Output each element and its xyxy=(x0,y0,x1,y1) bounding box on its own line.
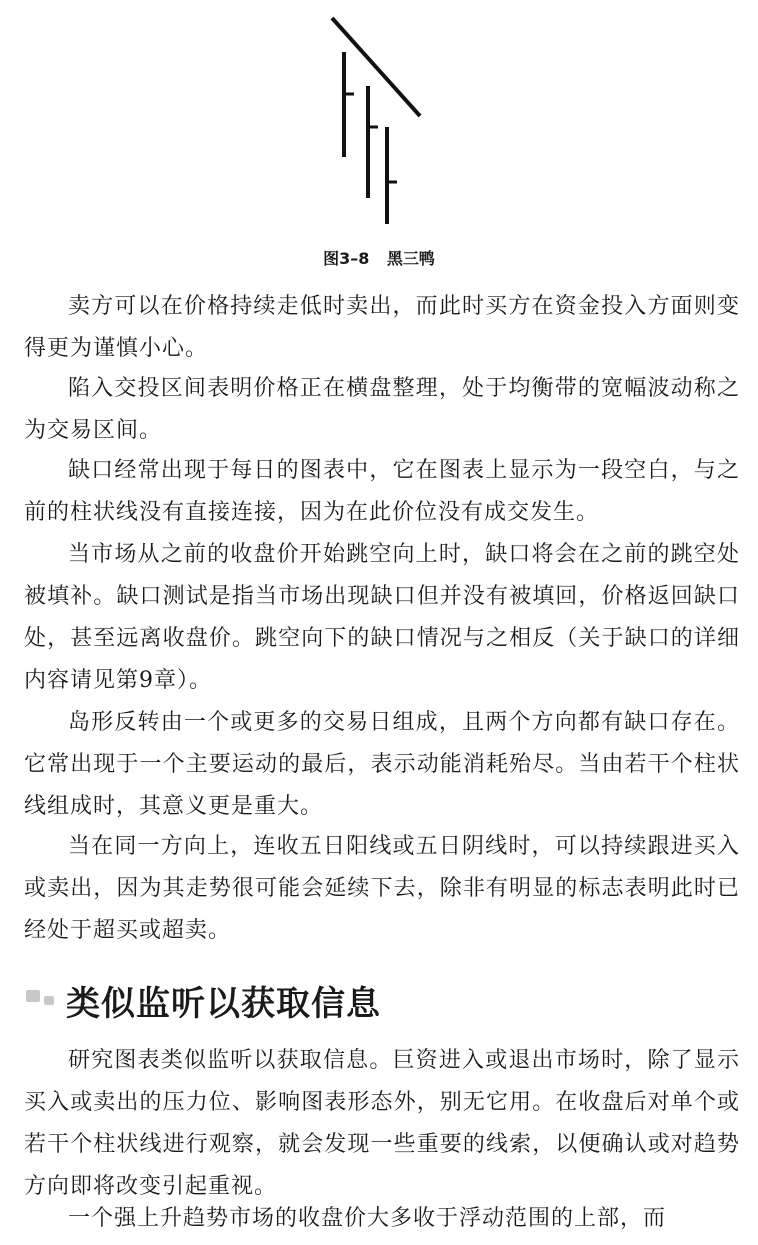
paragraph-4: 当市场从之前的收盘价开始跳空向上时，缺口将会在之前的跳空处被填补。缺口测试是指当市场出现缺口但并没有被填回，价格返回缺口处，甚至远离收盘价。跳空向下的缺口情况与之相反（关于缺口的详细内容请见第9章）。 xyxy=(24,542,740,693)
paragraph-1: 卖方可以在价格持续走低时卖出，而此时买方在资金投入方面则变得更为谨慎小心。 xyxy=(24,294,740,361)
black-three-crows-figure xyxy=(320,12,440,232)
paragraph-2: 陷入交投区间表明价格正在横盘整理，处于均衡带的宽幅波动称之为交易区间。 xyxy=(24,376,740,443)
figure-caption xyxy=(0,246,758,269)
scan-speck xyxy=(44,996,54,1005)
paragraph-5: 岛形反转由一个或更多的交易日组成，且两个方向都有缺口存在。它常出现于一个主要运动的最后，表示动能消耗殆尽。当由若干个柱状线组成时，其意义更是重大。 xyxy=(24,710,740,819)
paragraph-3: 缺口经常出现于每日的图表中，它在图表上显示为一段空白，与之前的柱状线没有直接连接，因为在此价位没有成交发生。 xyxy=(24,458,740,525)
scan-speck xyxy=(26,990,40,1002)
paragraph-6: 当在同一方向上，连收五日阳线或五日阴线时，可以持续跟进买入或卖出，因为其走势很可能会延续下去，除非有明显的标志表明此时已经处于超买或超卖。 xyxy=(24,834,740,943)
section-paragraph-1: 研究图表类似监听以获取信息。巨资进入或退出市场时，除了显示买入或卖出的压力位、影响图表形态外，别无它用。在收盘后对单个或若干个柱状线进行观察，就会发现一些重要的线索，以便确认或对趋势方向即将改变引起重视。 xyxy=(24,1048,740,1199)
figure-title: 黑三鸭 xyxy=(386,249,435,268)
section-paragraph-2: 一个强上升趋势市场的收盘价大多收于浮动范围的上部，而 xyxy=(68,1206,667,1231)
section-heading: 类似监听以获取信息 xyxy=(66,984,381,1024)
figure-number: 图3–8 xyxy=(323,249,370,268)
